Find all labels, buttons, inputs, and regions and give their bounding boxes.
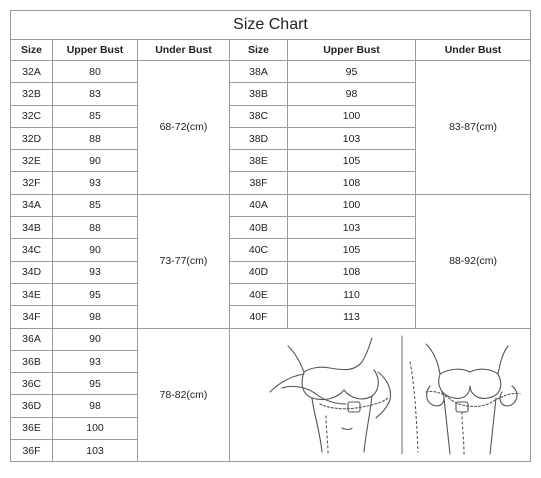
upper-bust-cell: 98: [53, 306, 138, 328]
size-cell: 40E: [230, 283, 288, 305]
upper-bust-cell: 90: [53, 150, 138, 172]
upper-bust-cell: 95: [53, 373, 138, 395]
size-cell: 32C: [11, 105, 53, 127]
header-size-left: Size: [11, 40, 53, 61]
upper-bust-cell: 85: [53, 194, 138, 216]
size-cell: 32F: [11, 172, 53, 194]
size-cell: 36F: [11, 440, 53, 462]
upper-bust-cell: 95: [53, 283, 138, 305]
under-bust-cell: 78-82(cm): [138, 328, 230, 462]
upper-bust-cell: 93: [53, 172, 138, 194]
size-cell: 38B: [230, 83, 288, 105]
header-under-bust-right: Under Bust: [416, 40, 531, 61]
size-cell: 38A: [230, 61, 288, 83]
size-cell: 34D: [11, 261, 53, 283]
size-cell: 38C: [230, 105, 288, 127]
upper-bust-cell: 88: [53, 127, 138, 149]
size-cell: 32A: [11, 61, 53, 83]
size-cell: 36B: [11, 350, 53, 372]
size-cell: 36C: [11, 373, 53, 395]
chart-title: Size Chart: [11, 11, 531, 40]
upper-bust-cell: 108: [288, 261, 416, 283]
size-cell: 34A: [11, 194, 53, 216]
size-cell: 40C: [230, 239, 288, 261]
upper-bust-cell: 100: [53, 417, 138, 439]
header-upper-bust-right: Upper Bust: [288, 40, 416, 61]
header-size-right: Size: [230, 40, 288, 61]
upper-bust-cell: 110: [288, 283, 416, 305]
size-cell: 38E: [230, 150, 288, 172]
upper-bust-cell: 105: [288, 239, 416, 261]
size-cell: 40B: [230, 217, 288, 239]
size-cell: 40A: [230, 194, 288, 216]
size-cell: 34B: [11, 217, 53, 239]
upper-bust-cell: 98: [288, 83, 416, 105]
header-upper-bust-left: Upper Bust: [53, 40, 138, 61]
size-cell: 36A: [11, 328, 53, 350]
upper-bust-cell: 108: [288, 172, 416, 194]
upper-bust-cell: 95: [288, 61, 416, 83]
upper-bust-cell: 100: [288, 194, 416, 216]
upper-bust-cell: 85: [53, 105, 138, 127]
upper-bust-cell: 98: [53, 395, 138, 417]
size-cell: 32B: [11, 83, 53, 105]
upper-bust-cell: 113: [288, 306, 416, 328]
upper-bust-cell: 88: [53, 217, 138, 239]
size-cell: 38F: [230, 172, 288, 194]
size-cell: 40D: [230, 261, 288, 283]
under-bust-cell: 88-92(cm): [416, 194, 531, 328]
upper-bust-cell: 93: [53, 350, 138, 372]
size-cell: 36E: [11, 417, 53, 439]
table-row: [11, 328, 531, 350]
size-cell: 34E: [11, 283, 53, 305]
upper-bust-cell: 103: [288, 127, 416, 149]
size-cell: 34C: [11, 239, 53, 261]
size-cell: 36D: [11, 395, 53, 417]
upper-bust-cell: 90: [53, 328, 138, 350]
bust-measurement-drawing: [230, 332, 530, 458]
size-cell: 38D: [230, 127, 288, 149]
upper-bust-cell: 105: [288, 150, 416, 172]
size-cell: 32E: [11, 150, 53, 172]
upper-bust-cell: 103: [53, 440, 138, 462]
upper-bust-cell: 93: [53, 261, 138, 283]
upper-bust-cell: 100: [288, 105, 416, 127]
size-cell: 40F: [230, 306, 288, 328]
under-bust-cell: 83-87(cm): [416, 61, 531, 195]
table-row: [11, 194, 531, 216]
size-table: [10, 10, 531, 462]
upper-bust-cell: 103: [288, 217, 416, 239]
measuring-illustration: [230, 328, 531, 462]
upper-bust-cell: 90: [53, 239, 138, 261]
upper-bust-cell: 80: [53, 61, 138, 83]
header-under-bust-left: Under Bust: [138, 40, 230, 61]
upper-bust-cell: 83: [53, 83, 138, 105]
size-cell: 34F: [11, 306, 53, 328]
under-bust-cell: 73-77(cm): [138, 194, 230, 328]
header-row: [11, 40, 531, 61]
under-bust-cell: 68-72(cm): [138, 61, 230, 195]
size-chart: [10, 10, 530, 462]
size-cell: 32D: [11, 127, 53, 149]
table-row: [11, 61, 531, 83]
